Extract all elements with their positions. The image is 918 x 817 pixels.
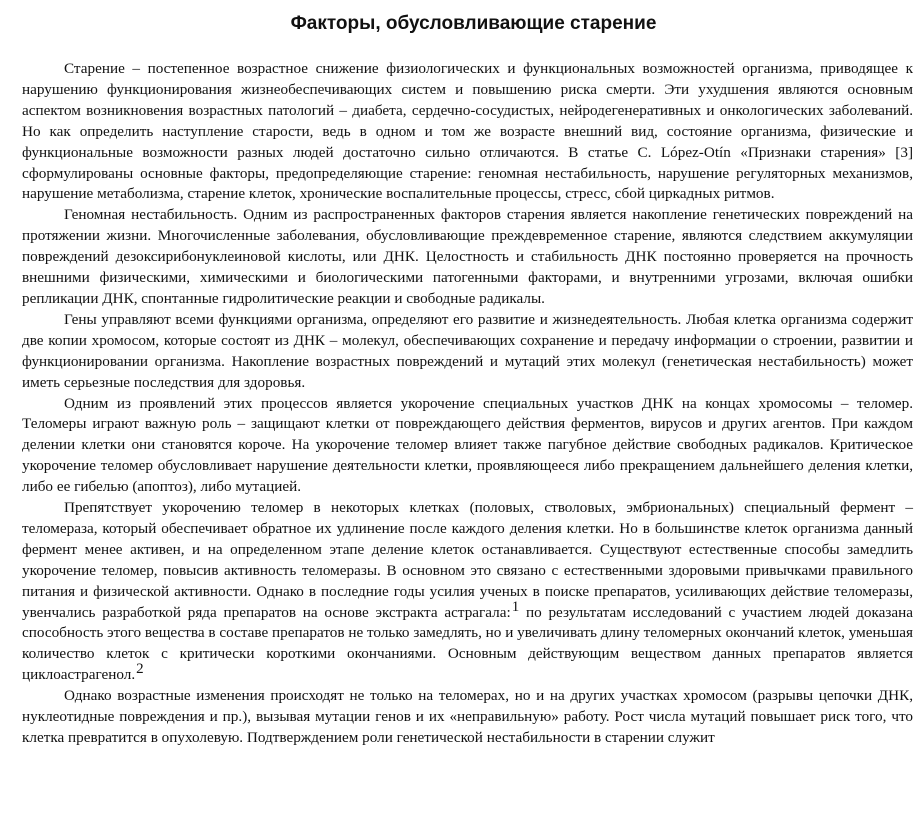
- footnote-marker-2: 2: [136, 661, 144, 678]
- paragraph-telomerase-part-1: Препятствует укорочению теломер в некоторых клетках (половых, стволовых, эмбриональных) специальный фермент – теломераза, который обеспечивает обратное их удлинение после каждого деления клетки. Но в большинстве клеток организма данный фермент менее активен, и на определенном этапе деление клеток останавливается. Существуют естественные способы замедлить укорочение теломер, повысив активность теломеразы. В основном это связано с естественными здоровыми привычками правильного питания и физической активности. Однако в последние годы усилия ученых в поиске препаратов, усиливающих действие теломеразы, увенчались разработкой ряда препаратов на основе экстракта астрагала:: [22, 499, 913, 621]
- paragraph-telomerase: [22, 498, 913, 686]
- paragraph-telomerase-part-2: по результатам исследований с участием людей доказана способность этого вещества в составе препаратов не только замедлять, но и увеличивать длину теломерных окончаний клеток, уменьшая количество клеток с критически короткими окончаниями. Основным действующим веществом данных препаратов является циклоастрагенол.: [22, 603, 913, 684]
- paragraph-genomic-instability: Геномная нестабильность. Одним из распространенных факторов старения является накопление генетических повреждений на протяжении жизни. Многочисленные заболевания, обусловливающие преждевременное старение, являются следствием аккумуляции повреждений дезоксирибонуклеиновой кислоты, или ДНК. Целостность и стабильность ДНК постоянно проверяется на прочность внешними физическими, химическими и биологическими патогенными факторами, и внутренними угрозами, включая ошибки репликации ДНК, спонтанные гидролитические реакции и свободные радикалы.: [22, 206, 913, 307]
- footnote-marker-1: 1: [511, 598, 520, 615]
- paragraph-telomeres: Одним из проявлений этих процессов является укорочение специальных участков ДНК на концах хромосомы – теломер. Теломеры играют важную роль – защищают клетки от повреждающего действия ферментов, вирусов и других агентов. При каждом делении клетки они становятся короче. На укорочение теломер влияет также пагубное действие свободных радикалов. Критическое укорочение теломер обусловливает нарушение деятельности клетки, проявляющееся либо прекращением дальнейшего деления клетки, либо ее гибелью (апоптоз), либо мутацией.: [22, 394, 913, 496]
- paragraph-mutations: Однако возрастные изменения происходят не только на теломерах, но и на других участках хромосом (разрывы цепочки ДНК, нуклеотидные повреждения и пр.), вызывая мутации генов и их «неправильную» работу. Рост числа мутаций повышает риск того, что клетка превратится в опухолевую. Подтверждением роли генетической нестабильности в старении служит: [22, 687, 913, 746]
- paragraph-intro: Старение – постепенное возрастное снижение физиологических и функциональных возможностей организма, приводящее к нарушению функционирования жизнеобеспечивающих систем и повышению риска смерти. Эти ухудшения являются основным аспектом возникновения возрастных патологий – диабета, сердечно-сосудистых, нейродегенеративных и онкологических заболеваний. Но как определить наступление старости, ведь в одном и том же возрасте внешний вид, состояние организма, физические и функциональные возможности разных людей достаточно сильно отличаются. В статье C. López-Otín «Признаки старения» [3] сформулированы основные факторы, предопределяющие старение: геномная нестабильность, нарушение регуляторных механизмов, нарушение метаболизма, старение клеток, хронические воспалительные процессы, стресс, сбой циркадных ритмов.: [22, 60, 913, 203]
- document-title: Факторы, обусловливающие старение: [290, 13, 657, 34]
- document-page: [22, 10, 913, 749]
- paragraph-genes: Гены управляют всеми функциями организма, определяют его развитие и жизнедеятельность. Любая клетка организма содержит две копии хромосом, которые состоят из ДНК – молекул, обеспечивающих сохранение и передачу информации о строении, развитии и функционировании организма. Накопление возрастных повреждений и мутаций этих молекул (генетическая нестабильность) может иметь серьезные последствия для здоровья.: [22, 310, 913, 391]
